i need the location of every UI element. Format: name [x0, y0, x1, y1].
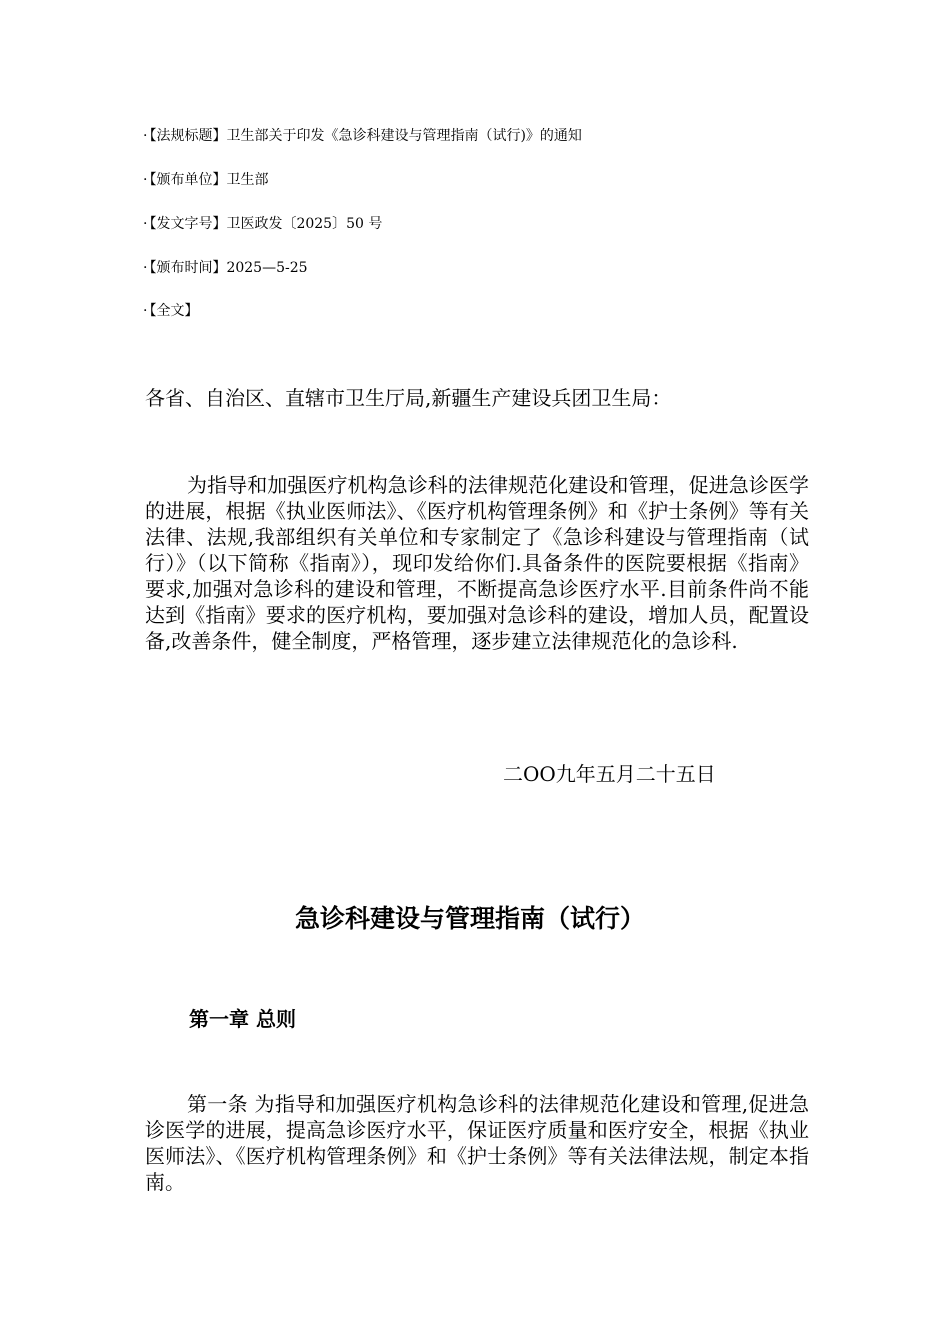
- bullet-dot: ·: [143, 128, 148, 144]
- meta-issuer-line: [143, 170, 268, 190]
- meta-fulltext-line: [143, 301, 198, 321]
- notice-date: 二OO九年五月二十五日: [503, 762, 716, 786]
- bullet-dot: ·: [143, 303, 148, 319]
- meta-date-line: [143, 258, 308, 278]
- meta-title-text: 【法规标题】卫生部关于印发《急诊科建设与管理指南（试行)》的通知: [149, 128, 582, 144]
- meta-date-text: 【颁布时间】2025—5-25: [149, 260, 308, 276]
- meta-title-line: [143, 126, 582, 146]
- bullet-dot: ·: [143, 216, 148, 232]
- guide-title: 急诊科建设与管理指南（试行）: [294, 904, 645, 933]
- notice-salutation: 各省、自治区、直辖市卫生厅局,新疆生产建设兵团卫生局：: [145, 386, 672, 410]
- bullet-dot: ·: [143, 260, 148, 276]
- meta-fulltext-text: 【全文】: [149, 303, 199, 319]
- meta-issuer-text: 【颁布单位】卫生部: [149, 172, 269, 188]
- meta-doc-number-text: 【发文字号】卫医政发〔2025〕50 号: [149, 216, 383, 232]
- meta-doc-number-line: [143, 214, 382, 234]
- chapter-heading: 第一章 总则: [189, 1007, 296, 1031]
- notice-body-paragraph: 为指导和加强医疗机构急诊科的法律规范化建设和管理，促进急诊医学的进展，根据《执业医师法》、《医疗机构管理条例》和《护士条例》等有关法律、法规,我部组织有关单位和专家制定了《急诊科建设与管理指南（试行）》（以下简称《指南》），现印发给你们.具备条件的医院要根据《指南》要求,加强对急诊科的建设和管理，不断提高急诊医疗水平.目前条件尚不能达到《指南》要求的医疗机构，要加强对急诊科的建设，增加人员，配置设备,改善条件，健全制度，严格管理，逐步建立法律规范化的急诊科.: [145, 473, 809, 653]
- bullet-dot: ·: [143, 172, 148, 188]
- article-1-paragraph: 第一条 为指导和加强医疗机构急诊科的法律规范化建设和管理,促进急诊医学的进展，提高急诊医疗水平，保证医疗质量和医疗安全，根据《执业医师法》、《医疗机构管理条例》和《护士条例》等有关法律法规，制定本指南。: [145, 1092, 809, 1194]
